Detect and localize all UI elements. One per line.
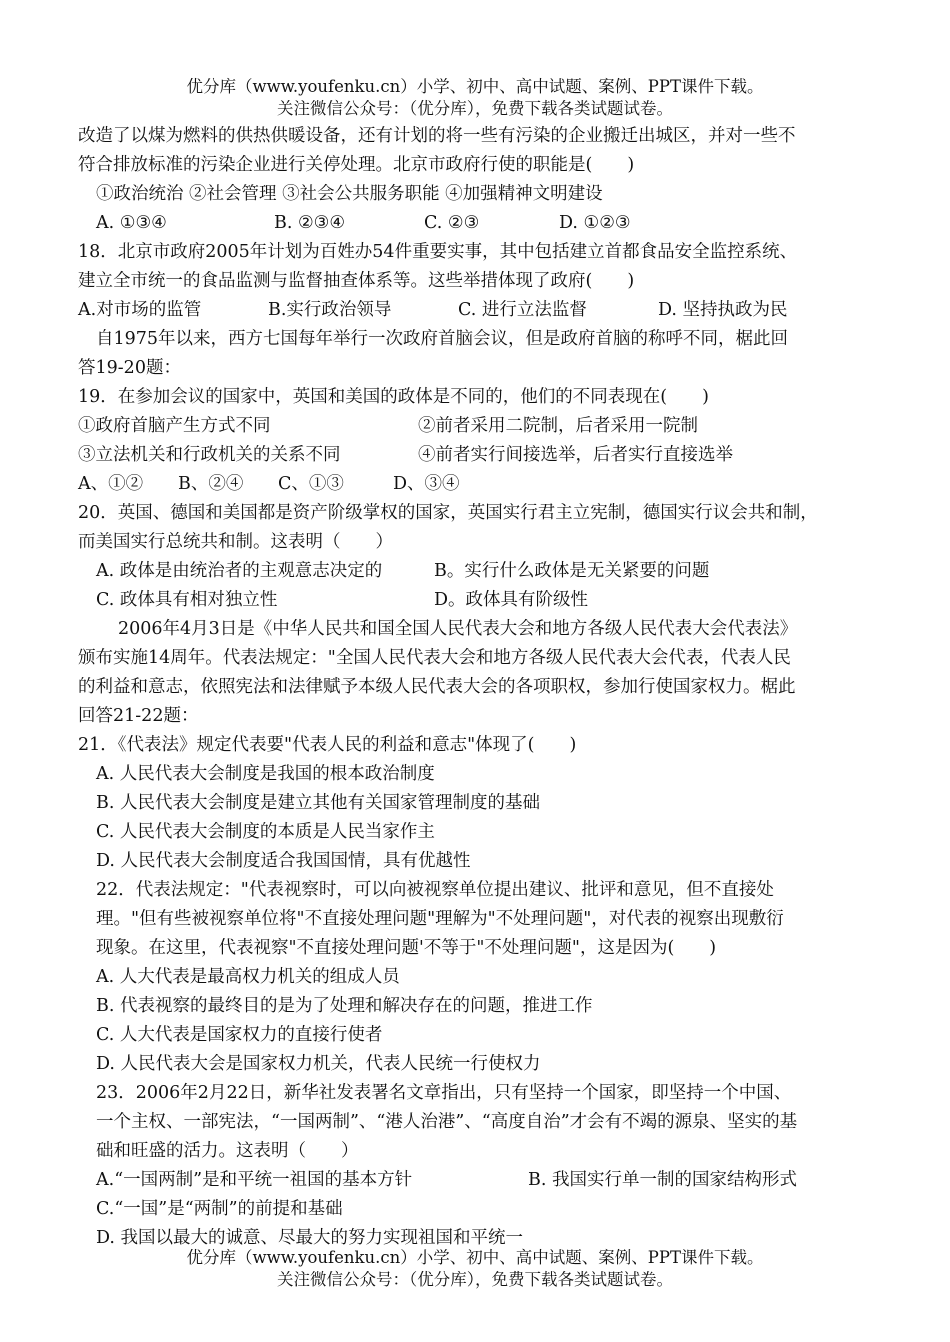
q20-stem-line-2: 而美国实行总统共和制。这表明（ ） xyxy=(78,532,393,552)
q18-option-c: C. 进行立法监督 xyxy=(458,300,587,320)
q19-item-3: ③立法机关和行政机关的关系不同 xyxy=(78,445,341,465)
intro-21-22-line-3: 的利益和意志，依照宪法和法律赋予本级人民代表大会的各项职权，参加行使国家权力。椐此 xyxy=(78,677,796,697)
q21-option-c: C. 人民代表大会制度的本质是人民当家作主 xyxy=(96,822,435,842)
q17-options xyxy=(78,209,888,238)
q23-option-c: C.“一国”是“两制”的前提和基础 xyxy=(96,1199,343,1219)
page-footer-line-1: 优分库（www.youfenku.cn）小学、初中、高中试题、案例、PPT课件下载。 xyxy=(186,1248,764,1267)
q18-options xyxy=(78,296,888,325)
q19-item-1: ①政府首脑产生方式不同 xyxy=(78,416,271,436)
q20-option-b: B。实行什么政体是无关紧要的问题 xyxy=(434,561,710,581)
q19-option-b: B、②④ xyxy=(178,474,244,494)
q22-option-d: D. 人民代表大会是国家权力机关，代表人民统一行使权力 xyxy=(96,1054,541,1074)
q21-option-b: B. 人民代表大会制度是建立其他有关国家管理制度的基础 xyxy=(96,793,540,813)
q19-items-row-2 xyxy=(78,441,888,470)
q19-option-a: A、①② xyxy=(78,474,144,494)
q23-option-b: B. 我国实行单一制的国家结构形式 xyxy=(528,1170,797,1190)
q19-option-c: C、①③ xyxy=(278,474,344,494)
q22-stem-line-2: 理。"但有些被视察单位将"不直接处理问题"理解为"不处理问题"，对代表的视察出现敷衍 xyxy=(96,909,784,929)
q18-option-d: D. 坚持执政为民 xyxy=(658,300,788,320)
q17-option-d: D. ①②③ xyxy=(559,213,631,233)
q17-stem-line-1: 改造了以煤为燃料的供热供暖设备，还有计划的将一些有污染的企业搬迁出城区，并对一些不 xyxy=(78,126,796,146)
page-footer-line-2: 关注微信公众号：（优分库），免费下载各类试题试卷。 xyxy=(277,1270,673,1289)
q20-stem-line-1: 20．英国、德国和美国都是资产阶级掌权的国家，英国实行君主立宪制，德国实行议会共和制， xyxy=(78,503,818,523)
q21-stem: 21．《代表法》规定代表要"代表人民的利益和意志"体现了( ) xyxy=(78,735,577,755)
q22-option-a: A. 人大代表是最高权力机关的组成人员 xyxy=(96,967,400,987)
q22-option-b: B. 代表视察的最终目的是为了处理和解决存在的问题，推进工作 xyxy=(96,996,593,1016)
q17-option-b: B. ②③④ xyxy=(274,213,346,233)
q22-option-c: C. 人大代表是国家权力的直接行使者 xyxy=(96,1025,383,1045)
page-header-line-2: 关注微信公众号：（优分库），免费下载各类试题试卷。 xyxy=(277,99,673,118)
q23-option-d: D. 我国以最大的诚意、尽最大的努力实现祖国和平统一 xyxy=(96,1228,524,1248)
q20-options-row-1 xyxy=(78,557,888,586)
intro-19-20-line-2: 答19-20题： xyxy=(78,358,181,378)
q19-stem: 19．在参加会议的国家中，英国和美国的政体是不同的，他们的不同表现在( ) xyxy=(78,387,709,407)
q19-option-d: D、③④ xyxy=(393,474,460,494)
exam-content xyxy=(78,122,888,1253)
q17-option-a: A. ①③④ xyxy=(96,213,167,233)
q19-items-row-1 xyxy=(78,412,888,441)
q17-stem-line-2: 符合排放标准的污染企业进行关停处理。北京市政府行使的职能是( ) xyxy=(78,155,635,175)
q19-options xyxy=(78,470,888,499)
q23-stem-line-2: 一个主权、一部宪法，“一国两制”、“港人治港”、“高度自治”才会有不竭的源泉、坚实的基 xyxy=(96,1112,798,1132)
q20-option-c: C. 政体具有相对独立性 xyxy=(96,590,278,610)
q18-stem-line-2: 建立全市统一的食品监测与监督抽查体系等。这些举措体现了政府( ) xyxy=(78,271,635,291)
q23-options-row-1 xyxy=(78,1166,888,1195)
q17-items: ①政治统治 ②社会管理 ③社会公共服务职能 ④加强精神文明建设 xyxy=(96,184,603,204)
intro-21-22-line-2: 颁布实施14周年。代表法规定："全国人民代表大会和地方各级人民代表大会代表，代表人民 xyxy=(78,648,791,668)
q22-stem-line-3: 现象。在这里，代表视察"不直接处理问题'不等于"不处理问题"，这是因为( ) xyxy=(96,938,717,958)
q20-options-row-2 xyxy=(78,586,888,615)
q19-item-4: ④前者实行间接选举，后者实行直接选举 xyxy=(418,445,733,465)
intro-21-22-line-4: 回答21-22题： xyxy=(78,706,199,726)
q19-item-2: ②前者采用二院制，后者采用一院制 xyxy=(418,416,698,436)
q23-stem-line-1: 23．2006年2月22日，新华社发表署名文章指出，只有坚持一个国家，即坚持一个中国、 xyxy=(96,1083,792,1103)
q20-option-d: D。政体具有阶级性 xyxy=(434,590,589,610)
q18-option-b: B.实行政治领导 xyxy=(268,300,392,320)
q18-option-a: A.对市场的监管 xyxy=(78,300,202,320)
q22-stem-line-1: 22．代表法规定："代表视察时，可以向被视察单位提出建议、批评和意见，但不直接处 xyxy=(96,880,774,900)
q21-option-a: A. 人民代表大会制度是我国的根本政治制度 xyxy=(96,764,435,784)
q23-stem-line-3: 础和旺盛的活力。这表明（ ） xyxy=(96,1141,359,1161)
intro-19-20-line-1: 自1975年以来，西方七国每年举行一次政府首脑会议，但是政府首脑的称呼不同，椐此回 xyxy=(96,329,789,349)
intro-21-22-line-1: 2006年4月3日是《中华人民共和国全国人民代表大会和地方各级人民代表大会代表法》 xyxy=(118,619,798,639)
q18-stem-line-1: 18．北京市政府2005年计划为百姓办54件重要实事，其中包括建立首都食品安全监控系统、 xyxy=(78,242,798,262)
page-header-line-1: 优分库（www.youfenku.cn）小学、初中、高中试题、案例、PPT课件下载。 xyxy=(186,77,764,96)
q21-option-d: D. 人民代表大会制度适合我国国情，具有优越性 xyxy=(96,851,471,871)
q20-option-a: A. 政体是由统治者的主观意志决定的 xyxy=(96,561,383,581)
q17-option-c: C. ②③ xyxy=(424,213,480,233)
q23-option-a: A.“一国两制”是和平统一祖国的基本方针 xyxy=(96,1170,413,1190)
